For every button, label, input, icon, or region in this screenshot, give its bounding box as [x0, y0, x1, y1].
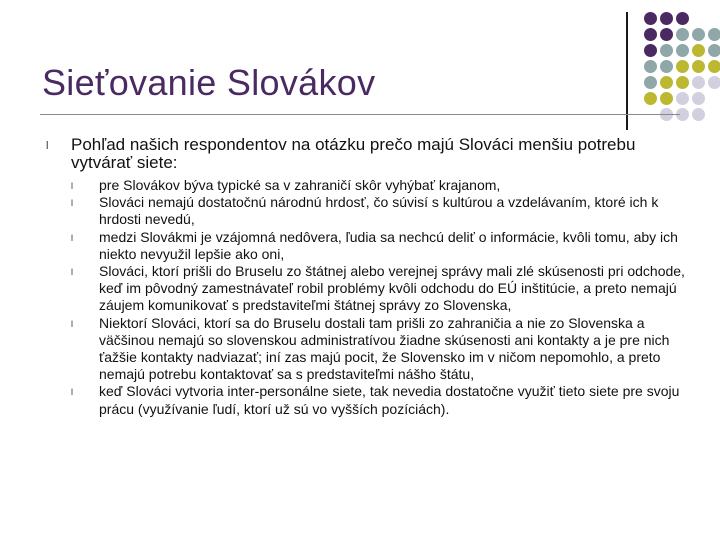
decorative-dot: [644, 44, 657, 57]
list-item: [71, 177, 681, 194]
decorative-dot: [708, 44, 720, 57]
decorative-dot: [708, 28, 720, 41]
decorative-dot: [644, 28, 657, 41]
decorative-dot: [644, 60, 657, 73]
decorative-dot: [644, 12, 657, 25]
decorative-dot: [692, 92, 705, 105]
decorative-dot: [692, 60, 705, 73]
list-item-text: keď Slováci vytvoria inter-personálne siete, tak nevedia dostatočne využiť tieto siete pre svoju prácu (využívanie ľudí, ktorí už sú vo vyšších pozíciách).: [99, 383, 680, 417]
list-item-text: Slováci, ktorí prišli do Bruselu zo štátnej alebo verejnej správy mali zlé skúsenosti pri odchode, keď im pôvodný zamestnávateľ robil problémy kvôli odchodu do EÚ inštitúcie, a preto nemajú záujem komunikovať s predstaviteľmi štátnej správy zo Slovenska,: [99, 263, 685, 314]
bullet-icon: l: [71, 387, 73, 398]
bullet-icon: l: [71, 232, 73, 243]
decorative-dot: [676, 60, 689, 73]
decorative-dot: [660, 92, 673, 105]
decorative-dot: [708, 76, 720, 89]
decorative-vertical-line: [626, 12, 628, 130]
decorative-dot: [660, 44, 673, 57]
decorative-dot: [644, 92, 657, 105]
decorative-dot: [692, 76, 705, 89]
decorative-dot: [692, 108, 705, 121]
list-item-text: Slováci nemajú dostatočnú národnú hrdosť, čo súvisí s kultúrou a vzdelávaním, ktoré ich k hrdosti nevedú,: [99, 194, 659, 228]
list-item-text: medzi Slovákmi je vzájomná nedôvera, ľudia sa nechcú deliť o informácie, kvôli tomu, aby ich niekto nevyužil lepšie ako oni,: [99, 228, 678, 262]
decorative-dot: [660, 28, 673, 41]
decorative-dot-grid: [640, 8, 720, 120]
decorative-dot: [708, 60, 720, 73]
decorative-dot: [660, 60, 673, 73]
main-point-text: Pohľad našich respondentov na otázku prečo majú Slováci menšiu potrebu vytvárať siete:: [71, 135, 636, 172]
slide-title: Sieťovanie Slovákov: [42, 62, 376, 103]
decorative-dot: [676, 44, 689, 57]
list-item: [71, 229, 681, 263]
bullet-icon: l: [71, 198, 73, 209]
decorative-dot: [676, 76, 689, 89]
list-item: [71, 383, 681, 417]
sub-bullet-list: [71, 177, 685, 418]
decorative-dot: [676, 12, 689, 25]
bullet-icon: l: [71, 267, 73, 278]
decorative-dot: [660, 12, 673, 25]
decorative-dot: [692, 28, 705, 41]
bullet-icon: l: [46, 140, 49, 152]
list-item: [71, 263, 685, 315]
list-item-text: pre Slovákov býva typické sa v zahraničí skôr vyhýbať krajanom,: [99, 177, 501, 193]
decorative-dot: [676, 92, 689, 105]
decorative-dot: [644, 76, 657, 89]
decorative-dot: [676, 28, 689, 41]
bullet-icon: l: [71, 318, 73, 329]
list-item-text: Niektorí Slováci, ktorí sa do Bruselu dostali tam prišli zo zahraničia a nie zo Slovenska a väčšinou nemajú so slovenskou administratívou žiadne skúsenosti ani kontakty a je pre nich ťažšie kontakty nadviazať; iní zas majú pocit, že Slovensko im v ničom nepomohlo, a preto nemajú potrebu kontaktovať sa s predstaviteľmi nášho štátu,: [99, 314, 670, 383]
title-underline: [40, 114, 680, 115]
list-item: [71, 194, 681, 228]
list-item: [71, 315, 681, 384]
bullet-icon: l: [71, 181, 73, 191]
decorative-dot: [660, 76, 673, 89]
decorative-dot: [692, 44, 705, 57]
